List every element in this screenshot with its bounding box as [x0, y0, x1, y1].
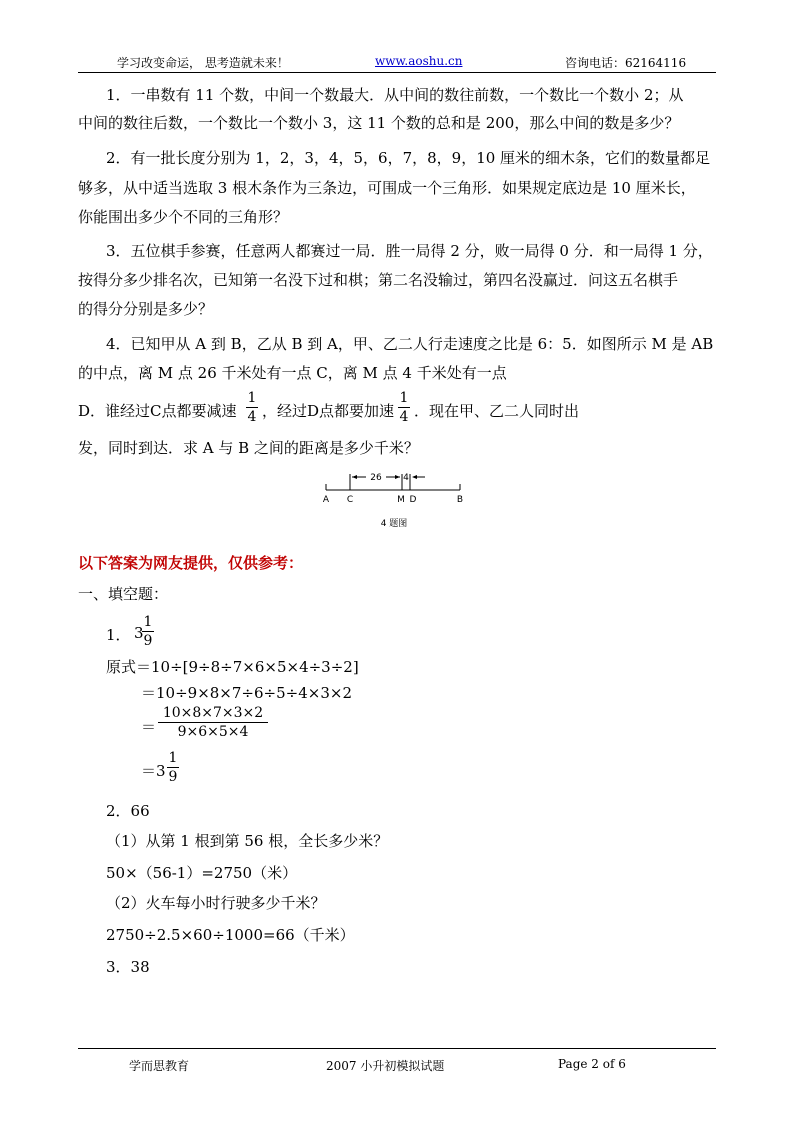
problem-4-line-1: 4．已知甲从 A 到 B，乙从 B 到 A，甲、乙二人行走速度之比是 6：5．如图所示 M 是 AB — [106, 335, 714, 353]
label-c: C — [346, 495, 354, 505]
label-m: M — [397, 495, 405, 505]
fraction-one-quarter-2 — [398, 390, 410, 425]
fraction-one-quarter — [246, 390, 258, 425]
fraction-numerator: 1 — [399, 390, 409, 406]
fraction-numerator: 1 — [247, 390, 257, 406]
problem-4-line-3c: ．现在甲、乙二人同时出 — [414, 402, 580, 420]
problem-4-line-3b: ，经过D点都要加速 — [262, 402, 395, 420]
answer-2-step-1-calc: 50×（56-1）=2750（米） — [106, 864, 298, 882]
problem-4-line-2: 的中点，离 M 点 26 千米处有一点 C，离 M 点 4 千米处有一点 — [78, 364, 507, 382]
fraction-numerator: 1 — [143, 614, 153, 630]
problem-4-line-4: 发，同时到达．求 A 与 B 之间的距离是多少千米？ — [78, 439, 419, 457]
calc-eq-sign: ＝ — [141, 718, 157, 736]
distance-diagram — [310, 464, 480, 534]
footer-page-number: Page 2 of 6 — [558, 1057, 626, 1071]
answer-2-step-1: （1）从第 1 根到第 56 根，全长多少米？ — [106, 832, 389, 850]
fraction-denominator: 4 — [399, 409, 409, 425]
arrowhead-4 — [412, 475, 417, 479]
answer-2: 2．66 — [106, 802, 150, 820]
footer-org: 学而思教育 — [129, 1059, 190, 1073]
label-26: 26 — [370, 473, 382, 483]
fraction-numerator: 10×8×7×3×2 — [162, 705, 264, 721]
answers-title: 以下答案为网友提供，仅供参考： — [78, 554, 304, 572]
footer-title: 2007 小升初模拟试题 — [326, 1059, 445, 1073]
fraction-bar — [167, 767, 179, 768]
fraction-bar — [398, 407, 410, 408]
problem-1-line-2: 中间的数往后数，一个数比一个数小 3，这 11 个数的总和是 200，那么中间的数是多少？ — [78, 114, 680, 132]
header-phone: 咨询电话：62164116 — [565, 56, 687, 70]
answer-3: 3．38 — [106, 958, 150, 976]
answer-1-fraction — [142, 614, 154, 649]
answer-2-step-2-calc: 2750÷2.5×60÷1000=66（千米） — [106, 926, 355, 944]
fraction-numerator: 1 — [168, 750, 178, 766]
problem-3-line-1: 3．五位棋手参赛，任意两人都赛过一局．胜一局得 2 分，败一局得 0 分．和一局得 1 分， — [106, 242, 713, 260]
calc-fraction — [158, 705, 268, 740]
answer-1-whole: 3 — [134, 624, 144, 642]
calc-result-whole: ＝3 — [141, 762, 166, 780]
calc-line-2: ＝10÷9×8×7÷6÷5÷4×3×2 — [141, 684, 352, 702]
problem-2-line-1: 2．有一批长度分别为 1，2，3，4，5，6，7，8，9，10 厘米的细木条，它们的数量都足 — [106, 149, 711, 167]
calc-result-fraction — [167, 750, 179, 785]
answer-1-label: 1． — [106, 626, 131, 644]
problem-3-line-3: 的得分分别是多少？ — [78, 300, 214, 318]
label-b: B — [456, 495, 464, 505]
header-website-link[interactable]: www.aoshu.cn — [375, 54, 463, 68]
problem-1-line-1: 1．一串数有 11 个数，中间一个数最大．从中间的数往前数，一个数比一个数小 2；从 — [106, 86, 684, 104]
fraction-denominator: 9 — [168, 769, 178, 785]
answer-2-step-2: （2）火车每小时行驶多少千米？ — [106, 894, 326, 912]
fraction-bar — [142, 631, 154, 632]
fraction-denominator: 4 — [247, 409, 257, 425]
problem-4-line-3a: D．谁经过C点都要减速 — [78, 402, 237, 420]
label-a: A — [322, 495, 330, 505]
arrowhead-26-left — [352, 475, 357, 479]
calc-line-1: 原式＝10÷[9÷8÷7×6×5×4÷3÷2] — [106, 658, 359, 676]
fraction-bar — [246, 407, 258, 408]
label-d: D — [409, 495, 417, 505]
problem-2-line-3: 你能围出多少个不同的三角形？ — [78, 208, 289, 226]
header-slogan: 学习改变命运， 思考造就未来！ — [117, 56, 289, 70]
footer-rule — [78, 1048, 716, 1049]
fraction-bar — [158, 722, 268, 723]
header-rule — [78, 72, 716, 73]
section-fill-blanks: 一、填空题： — [78, 585, 169, 603]
label-4: 4 — [403, 473, 409, 483]
arrowhead-26-right — [395, 475, 400, 479]
problem-2-line-2: 够多，从中适当选取 3 根木条作为三条边，可围成一个三角形．如果规定底边是 10 厘米长， — [78, 179, 696, 197]
fraction-denominator: 9×6×5×4 — [177, 724, 249, 740]
fraction-denominator: 9 — [143, 633, 153, 649]
figure-caption: 4 题图 — [380, 519, 408, 529]
problem-3-line-2: 按得分多少排名次，已知第一名没下过和棋；第二名没输过，第四名没赢过．问这五名棋手 — [78, 271, 679, 289]
